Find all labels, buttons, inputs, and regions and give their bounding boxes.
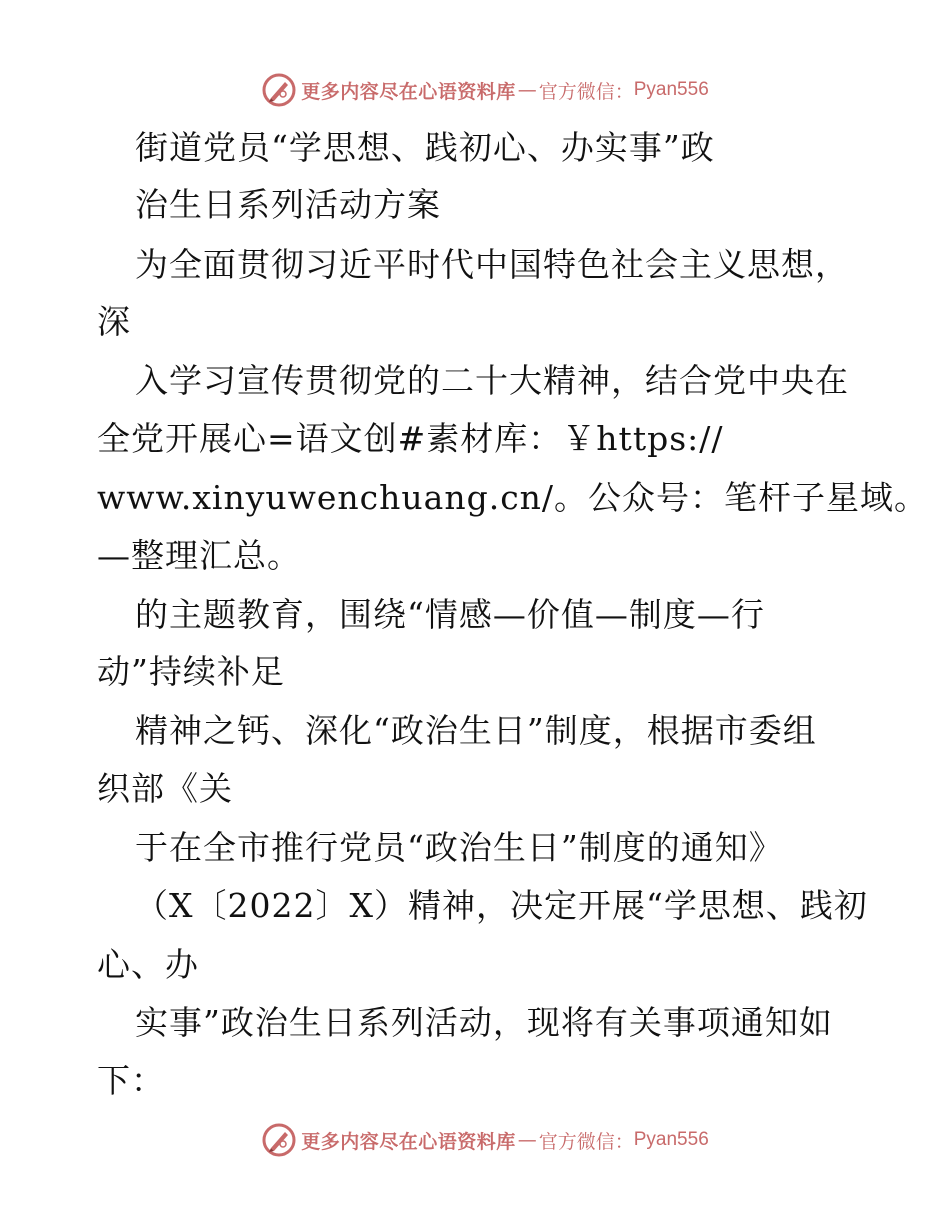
header-banner-content bbox=[261, 72, 709, 108]
brand-logo-icon bbox=[261, 72, 297, 108]
doc-line: 深 bbox=[97, 302, 131, 341]
doc-line: www.xinyuwenchuang.cn/。公众号：笔杆子星域。 bbox=[97, 478, 929, 517]
footer-banner-content bbox=[261, 1122, 709, 1158]
footer-banner-text: 更多内容尽在心语资料库 bbox=[301, 1130, 516, 1153]
footer-wechat-label: 官方微信： bbox=[538, 1130, 634, 1153]
footer-banner-separator: — bbox=[517, 1129, 537, 1151]
doc-line: 的主题教育，围绕“情感—价值—制度—行 bbox=[135, 595, 765, 634]
doc-line: —整理汇总。 bbox=[97, 536, 301, 575]
doc-line: 实事”政治生日系列活动，现将有关事项通知如 bbox=[135, 1003, 833, 1042]
doc-line: 为全面贯彻习近平时代中国特色社会主义思想， bbox=[135, 245, 849, 284]
doc-line: 全党开展心=语文创#素材库：￥https:// bbox=[97, 419, 724, 458]
doc-line-title-1: 街道党员“学思想、践初心、办实事”政 bbox=[135, 128, 715, 167]
doc-line: 动”持续补足 bbox=[97, 652, 285, 691]
doc-line: （X〔2022〕X）精神，决定开展“学思想、践初 bbox=[135, 886, 868, 925]
header-wechat-label: 官方微信： bbox=[538, 80, 634, 103]
brand-logo-icon bbox=[261, 1122, 297, 1158]
footer-banner bbox=[0, 1120, 950, 1160]
header-wechat-id: Pyan556 bbox=[633, 79, 709, 100]
doc-line: 织部《关 bbox=[97, 769, 233, 808]
doc-line: 心、办 bbox=[97, 945, 199, 984]
doc-line: 精神之钙、深化“政治生日”制度，根据市委组 bbox=[135, 711, 817, 750]
doc-line: 下： bbox=[97, 1061, 165, 1100]
doc-line: 于在全市推行党员“政治生日”制度的通知》 bbox=[135, 828, 783, 867]
header-banner-separator: — bbox=[517, 79, 537, 101]
header-banner bbox=[0, 70, 950, 110]
header-banner-text: 更多内容尽在心语资料库 bbox=[301, 80, 516, 103]
doc-line: 入学习宣传贯彻党的二十大精神，结合党中央在 bbox=[135, 361, 849, 400]
footer-wechat-id: Pyan556 bbox=[633, 1129, 709, 1150]
doc-line-title-2: 治生日系列活动方案 bbox=[135, 185, 441, 224]
